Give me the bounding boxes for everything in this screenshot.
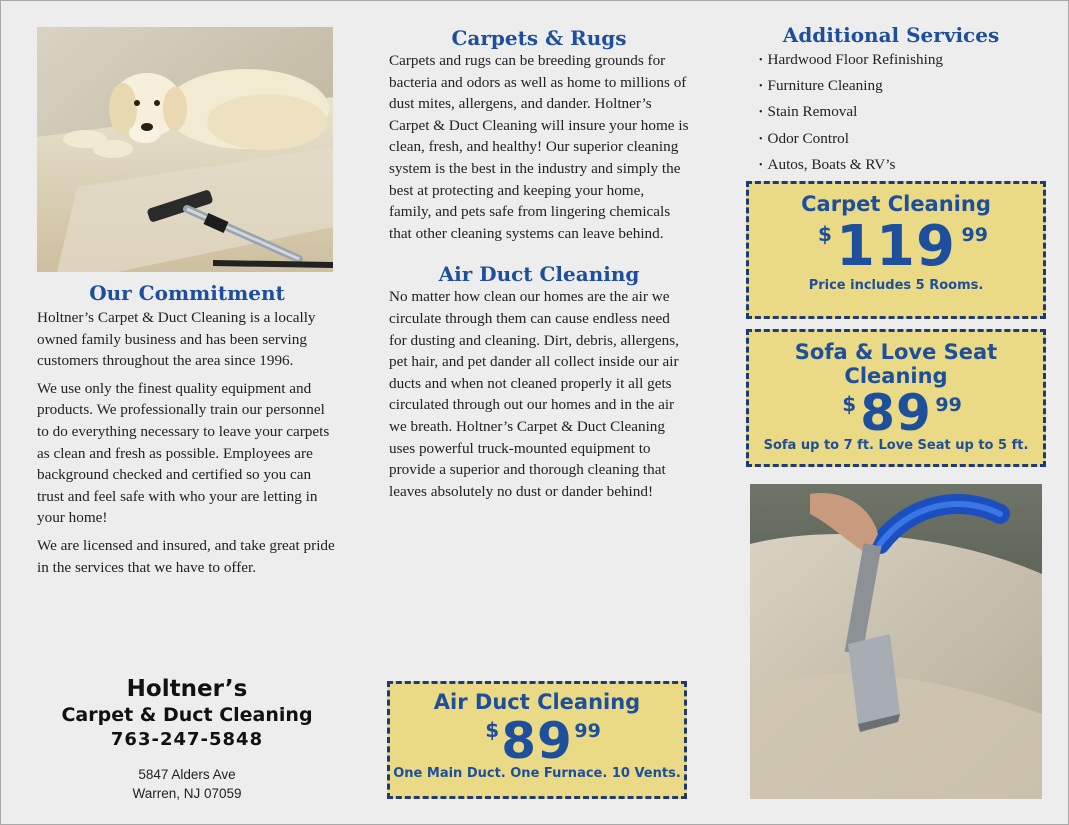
service-label: Autos, Boats & RV’s [767,155,896,173]
list-item [759,100,1029,126]
dollar-sign: $ [485,718,500,742]
bullet-icon: • [759,55,763,66]
carpets-rugs-heading: Carpets & Rugs [451,26,627,50]
business-contact-block [37,675,337,803]
sofa-love-seat-coupon [746,329,1046,467]
coupon-title-line-2: Cleaning [844,364,948,388]
coupon-title-line-1: Sofa & Love Seat [794,340,998,364]
service-label: Stain Removal [767,103,858,121]
address-line-1: 5847 Alders Ave [138,767,236,782]
bullet-icon: • [759,107,763,119]
price-cents: 99 [961,224,988,246]
bullet-icon: • [759,159,763,171]
list-item [759,74,1029,100]
price-cents: 99 [935,394,962,416]
carpet-cleaning-coupon [746,181,1046,319]
list-item [759,48,1029,74]
dollar-sign: $ [842,392,857,416]
price-cents: 99 [574,720,601,742]
coupon-note: Price includes 5 Rooms. [808,278,984,293]
business-subtitle: Carpet & Duct Cleaning [61,704,313,726]
coupon-note: Sofa up to 7 ft. Love Seat up to 5 ft. [763,438,1029,453]
coupon-price [830,384,962,442]
our-commitment-heading: Our Commitment [89,281,285,305]
dog-carpet-photo [37,27,333,272]
service-label: Furniture Cleaning [767,77,883,95]
address-line-2: Warren, NJ 07059 [132,786,242,801]
commitment-paragraph: We are licensed and insured, and take great pride in the services that we have to offer. [37,536,335,576]
carpets-rugs-text: Carpets and rugs can be breeding grounds for bacteria and odors as well as home to millions of dust mites, allergens, and dander. Holtner’s Carpet & Duct Cleaning will insure your home is clean, fresh, and healthy! Our superior cleaning system is the best in the industry and simply the best at protecting and keeping your home, family, and pets safe from lingering chemicals that other cleaning systems can leave behind. [389,52,689,242]
air-duct-coupon [387,681,687,799]
additional-services-heading: Additional Services [782,23,1000,47]
price-dollars: 89 [860,384,932,442]
coupon-title: Carpet Cleaning [801,192,991,216]
coupon-title: Air Duct Cleaning [433,690,641,714]
business-phone: 763-247-5848 [110,729,264,750]
services-list [759,48,1029,179]
commitment-paragraph: Holtner’s Carpet & Duct Cleaning is a locally owned family business and has been serving customers throughout the area since 1996. [37,309,316,370]
coupon-price [802,214,990,279]
price-dollars: 89 [501,712,573,770]
air-duct-text: No matter how clean our homes are the air we circulate through them can cause endless need for dusting and cleaning. Dirt, debris, allergens, pet hair, and pet dander all collect inside our air ducts and when not cleaned properly it all gets circulated through out our homes and in the air we breath. Holtner’s Carpet & Duct Cleaning uses powerful truck-mounted equipment to provide a superior and thorough cleaning that leaves absolutely no dust or dander behind! [389,288,679,500]
air-duct-heading: Air Duct Cleaning [438,262,640,287]
price-dollars: 119 [836,214,956,279]
service-label: Hardwood Floor Refinishing [767,51,944,68]
service-label: Odor Control [767,129,849,147]
bullet-icon: • [759,133,763,145]
list-item [759,127,1029,153]
coupon-note: One Main Duct. One Furnace. 10 Vents. [393,766,681,781]
upholstery-cleaning-photo [750,484,1042,799]
dollar-sign: $ [818,222,832,246]
list-item [759,153,1029,179]
bullet-icon: • [759,81,763,93]
commitment-paragraph: We use only the finest quality equipment and products. We professionally train our personnel to do everything necessary to leave your carpets as clean and fresh as possible. Employees are background checked and certified so you can trust and feel safe with who your are letting in your home! [37,379,330,527]
business-name: Holtner’s [126,676,248,702]
coupon-price [471,714,603,768]
